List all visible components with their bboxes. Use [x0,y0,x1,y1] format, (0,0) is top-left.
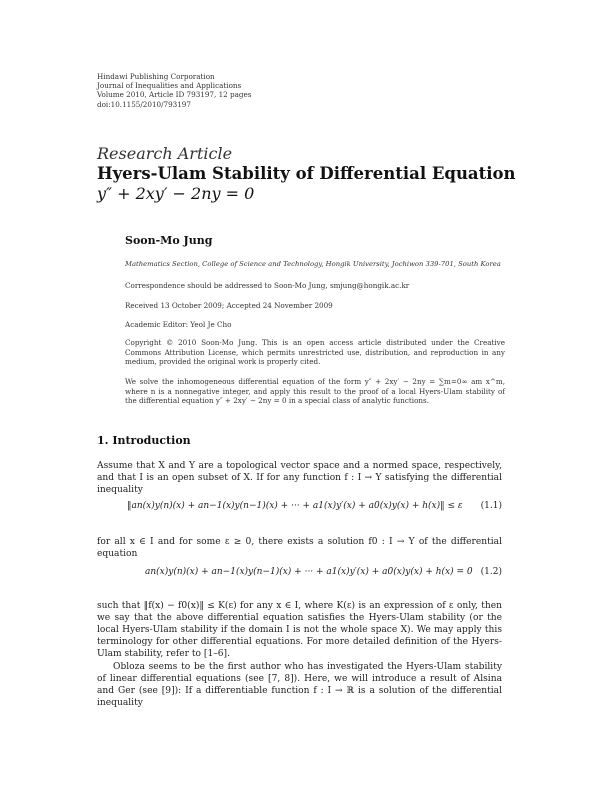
equation-1-1 [97,498,502,518]
author-affiliation: Mathematics Section, College of Science and Technology, Hongik University, Jochiwon 339-701, South Korea [125,260,501,268]
journal-masthead [97,72,251,109]
received-dates: Received 13 October 2009; Accepted 24 November 2009 [125,301,333,310]
correspondence: Correspondence should be addressed to Soon-Mo Jung, smjung@hongik.ac.kr [125,281,410,290]
author-name: Soon-Mo Jung [125,234,213,247]
equation-1-2-formula: an(x)y(n)(x) + an−1(x)y(n−1)(x) + ··· + a1(x)y′(x) + a0(x)y(x) + h(x) = 0 [145,567,473,577]
article-type: Research Article [97,144,233,163]
volume-info: Volume 2010, Article ID 793197, 12 pages [97,90,252,100]
equation-1-1-formula: ‖an(x)y(n)(x) + an−1(x)y(n−1)(x) + ··· + a1(x)y′(x) + a0(x)y(x) + h(x)‖ ≤ ε [127,501,463,511]
paragraph-3: such that ‖f(x) − f0(x)‖ ≤ K(ε) for any x ∈ I, where K(ε) is an expression of ε only, then we say that the above differential equation satisfies the Hyers-Ulam stability (or the local Hyers-Ulam stability if the domain I is not the whole space X). We may apply this terminology for other differential equations. For more detailed definition of the Hyers-Ulam stability, refer to [1–6]. [97,601,502,659]
copyright-notice: Copyright © 2010 Soon-Mo Jung. This is an open access article distributed under the Creative Commons Attribution License, which permits unrestricted use, distribution, and reproduction in any medium, provided the original work is properly cited. [125,338,505,367]
paragraph-2: for all x ∈ I and for some ε ≥ 0, there exists a solution f0 : I → Y of the differential equation [97,537,502,559]
academic-editor: Academic Editor: Yeol Je Cho [125,320,232,329]
journal-name: Journal of Inequalities and Applications [97,81,242,91]
title-equation: y″ + 2xy′ − 2ny = 0 [97,184,255,203]
doi: doi:10.1155/2010/793197 [97,99,191,109]
equation-1-1-number: (1.1) [480,501,502,511]
equation-1-2-number: (1.2) [480,567,502,577]
paragraph-4: Obloza seems to be the first author who has investigated the Hyers-Ulam stability of linear differential equations (see [7, 8]). Here, we will introduce a result of Alsina and Ger (see [9]): If a differentiable function f : I → ℝ is a solution of the differential inequality [97,662,502,708]
section-heading: 1. Introduction [97,434,191,447]
paragraph-1: Assume that X and Y are a topological vector space and a normed space, respectively, and that I is an open subset of X. If for any function f : I → Y satisfying the differential inequality [97,461,502,495]
paper-title: Hyers-Ulam Stability of Differential Equation [97,164,516,183]
abstract: We solve the inhomogeneous differential equation of the form y″ + 2xy′ − 2ny = ∑m=0∞ am x^m, where n is a nonnegative integer, and apply this result to the proof of a local Hyers-Ulam stability of the differential equation y″ + 2xy′ − 2ny = 0 in a special class of analytic functions. [125,377,505,406]
publisher: Hindawi Publishing Corporation [97,72,215,81]
equation-1-2 [97,564,502,584]
